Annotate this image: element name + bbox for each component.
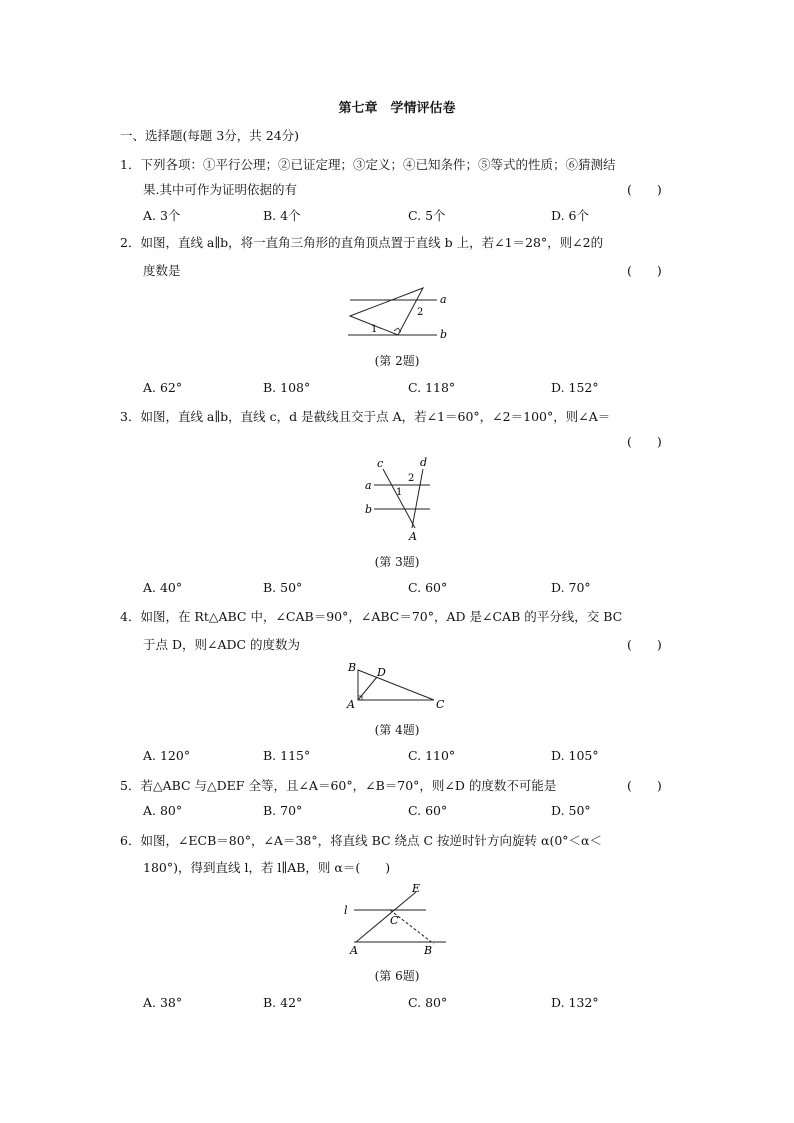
fig3-label-a: a: [365, 479, 372, 492]
q2-option-c: C. 118°: [408, 380, 456, 395]
answer-blank-5: ( ): [627, 778, 662, 793]
answer-blank-4: ( ): [627, 637, 662, 652]
answer-blank-1: ( ): [627, 182, 662, 197]
fig3-label-b: b: [365, 503, 373, 516]
fig2-triangle: [350, 288, 423, 335]
fig2-label-1: 1: [371, 324, 378, 335]
q2-option-b: B. 108°: [263, 380, 311, 395]
question-1-line-1: 1．下列各项：①平行公理；②已证定理；③定义；④已知条件；⑤等式的性质；⑥猜测结: [120, 157, 616, 172]
figure-caption-3: (第 3题): [374, 555, 420, 569]
figure-caption-4: (第 4题): [374, 723, 420, 737]
q4-option-c: C. 110°: [408, 748, 456, 763]
figure-caption-6: (第 6题): [374, 969, 420, 983]
fig4-label-C: C: [436, 698, 445, 711]
q6-option-d: D. 132°: [551, 995, 599, 1010]
q1-option-b: B. 4个: [263, 208, 301, 223]
q6-option-a: A. 38°: [143, 995, 183, 1010]
q3-option-c: C. 60°: [408, 580, 448, 595]
q4-option-a: A. 120°: [143, 748, 191, 763]
fig2-label-a: a: [440, 293, 447, 306]
fig6-label-C: C: [390, 914, 399, 927]
figure-q6: [340, 880, 455, 960]
q3-option-b: B. 50°: [263, 580, 303, 595]
question-1-line-2: 果.其中可作为证明依据的有: [143, 182, 297, 197]
question-6-line-2: 180°)，得到直线 l，若 l∥AB，则 α＝( ): [143, 860, 391, 875]
q2-option-d: D. 152°: [551, 380, 599, 395]
fig2-label-b: b: [440, 328, 448, 341]
q6-option-b: B. 42°: [263, 995, 303, 1010]
question-4-line-2: 于点 D，则∠ADC 的度数为: [143, 637, 301, 652]
fig2-label-2: 2: [417, 307, 424, 318]
fig6-label-E: E: [412, 882, 421, 895]
q1-option-c: C. 5个: [408, 208, 446, 223]
fig3-label-1: 1: [396, 487, 403, 498]
fig3-label-c: c: [377, 457, 384, 470]
figure-q2: [340, 283, 455, 345]
section-heading: 一、选择题(每题 3分，共 24分): [120, 128, 300, 143]
q1-option-d: D. 6个: [551, 208, 589, 223]
q5-option-a: A. 80°: [143, 803, 183, 818]
fig4-bisector-ad: [358, 677, 377, 700]
fig6-label-B: B: [424, 944, 433, 957]
question-6-line-1: 6．如图，∠ECB＝80°，∠A＝38°，将直线 BC 绕点 C 按逆时针方向旋转 α(0°＜α＜: [120, 833, 602, 848]
fig6-label-l: l: [344, 904, 348, 917]
q4-option-d: D. 105°: [551, 748, 599, 763]
fig4-label-A: A: [347, 698, 355, 711]
fig4-label-D: D: [377, 666, 386, 679]
fig4-triangle: [358, 670, 434, 700]
q5-option-d: D. 50°: [551, 803, 591, 818]
question-2-line-1: 2．如图，直线 a∥b，将一直角三角形的直角顶点置于直线 b 上，若∠1＝28°，则∠2的: [120, 235, 604, 250]
fig3-label-d: d: [420, 456, 428, 469]
question-5-line-1: 5．若△ABC 与△DEF 全等，且∠A＝60°，∠B＝70°，则∠D 的度数不可能是: [120, 778, 557, 793]
question-3-line-1: 3．如图，直线 a∥b，直线 c，d 是截线且交于点 A，若∠1＝60°，∠2＝100°，则∠A＝: [120, 409, 611, 424]
figure-q4: [344, 660, 449, 712]
figure-q3: [362, 455, 437, 543]
question-2-line-2: 度数是: [143, 263, 181, 278]
q1-option-a: A. 3个: [143, 208, 181, 223]
fig4-label-B: B: [348, 661, 357, 674]
question-4-line-1: 4．如图，在 Rt△ABC 中，∠CAB＝90°，∠ABC＝70°，AD 是∠CAB 的平分线，交 BC: [120, 609, 623, 624]
fig3-label-A: A: [409, 530, 417, 543]
fig3-label-2: 2: [408, 473, 415, 484]
answer-blank-3: ( ): [627, 434, 662, 449]
fig6-label-A: A: [350, 944, 358, 957]
q2-option-a: A. 62°: [143, 380, 183, 395]
q6-option-c: C. 80°: [408, 995, 448, 1010]
q5-option-b: B. 70°: [263, 803, 303, 818]
answer-blank-2: ( ): [627, 263, 662, 278]
q3-option-d: D. 70°: [551, 580, 591, 595]
figure-caption-2: (第 2题): [374, 354, 420, 368]
fig6-line-ae: [356, 892, 416, 942]
q4-option-b: B. 115°: [263, 748, 311, 763]
q5-option-c: C. 60°: [408, 803, 448, 818]
page-title: 第七章 学情评估卷: [338, 101, 456, 116]
q3-option-a: A. 40°: [143, 580, 183, 595]
